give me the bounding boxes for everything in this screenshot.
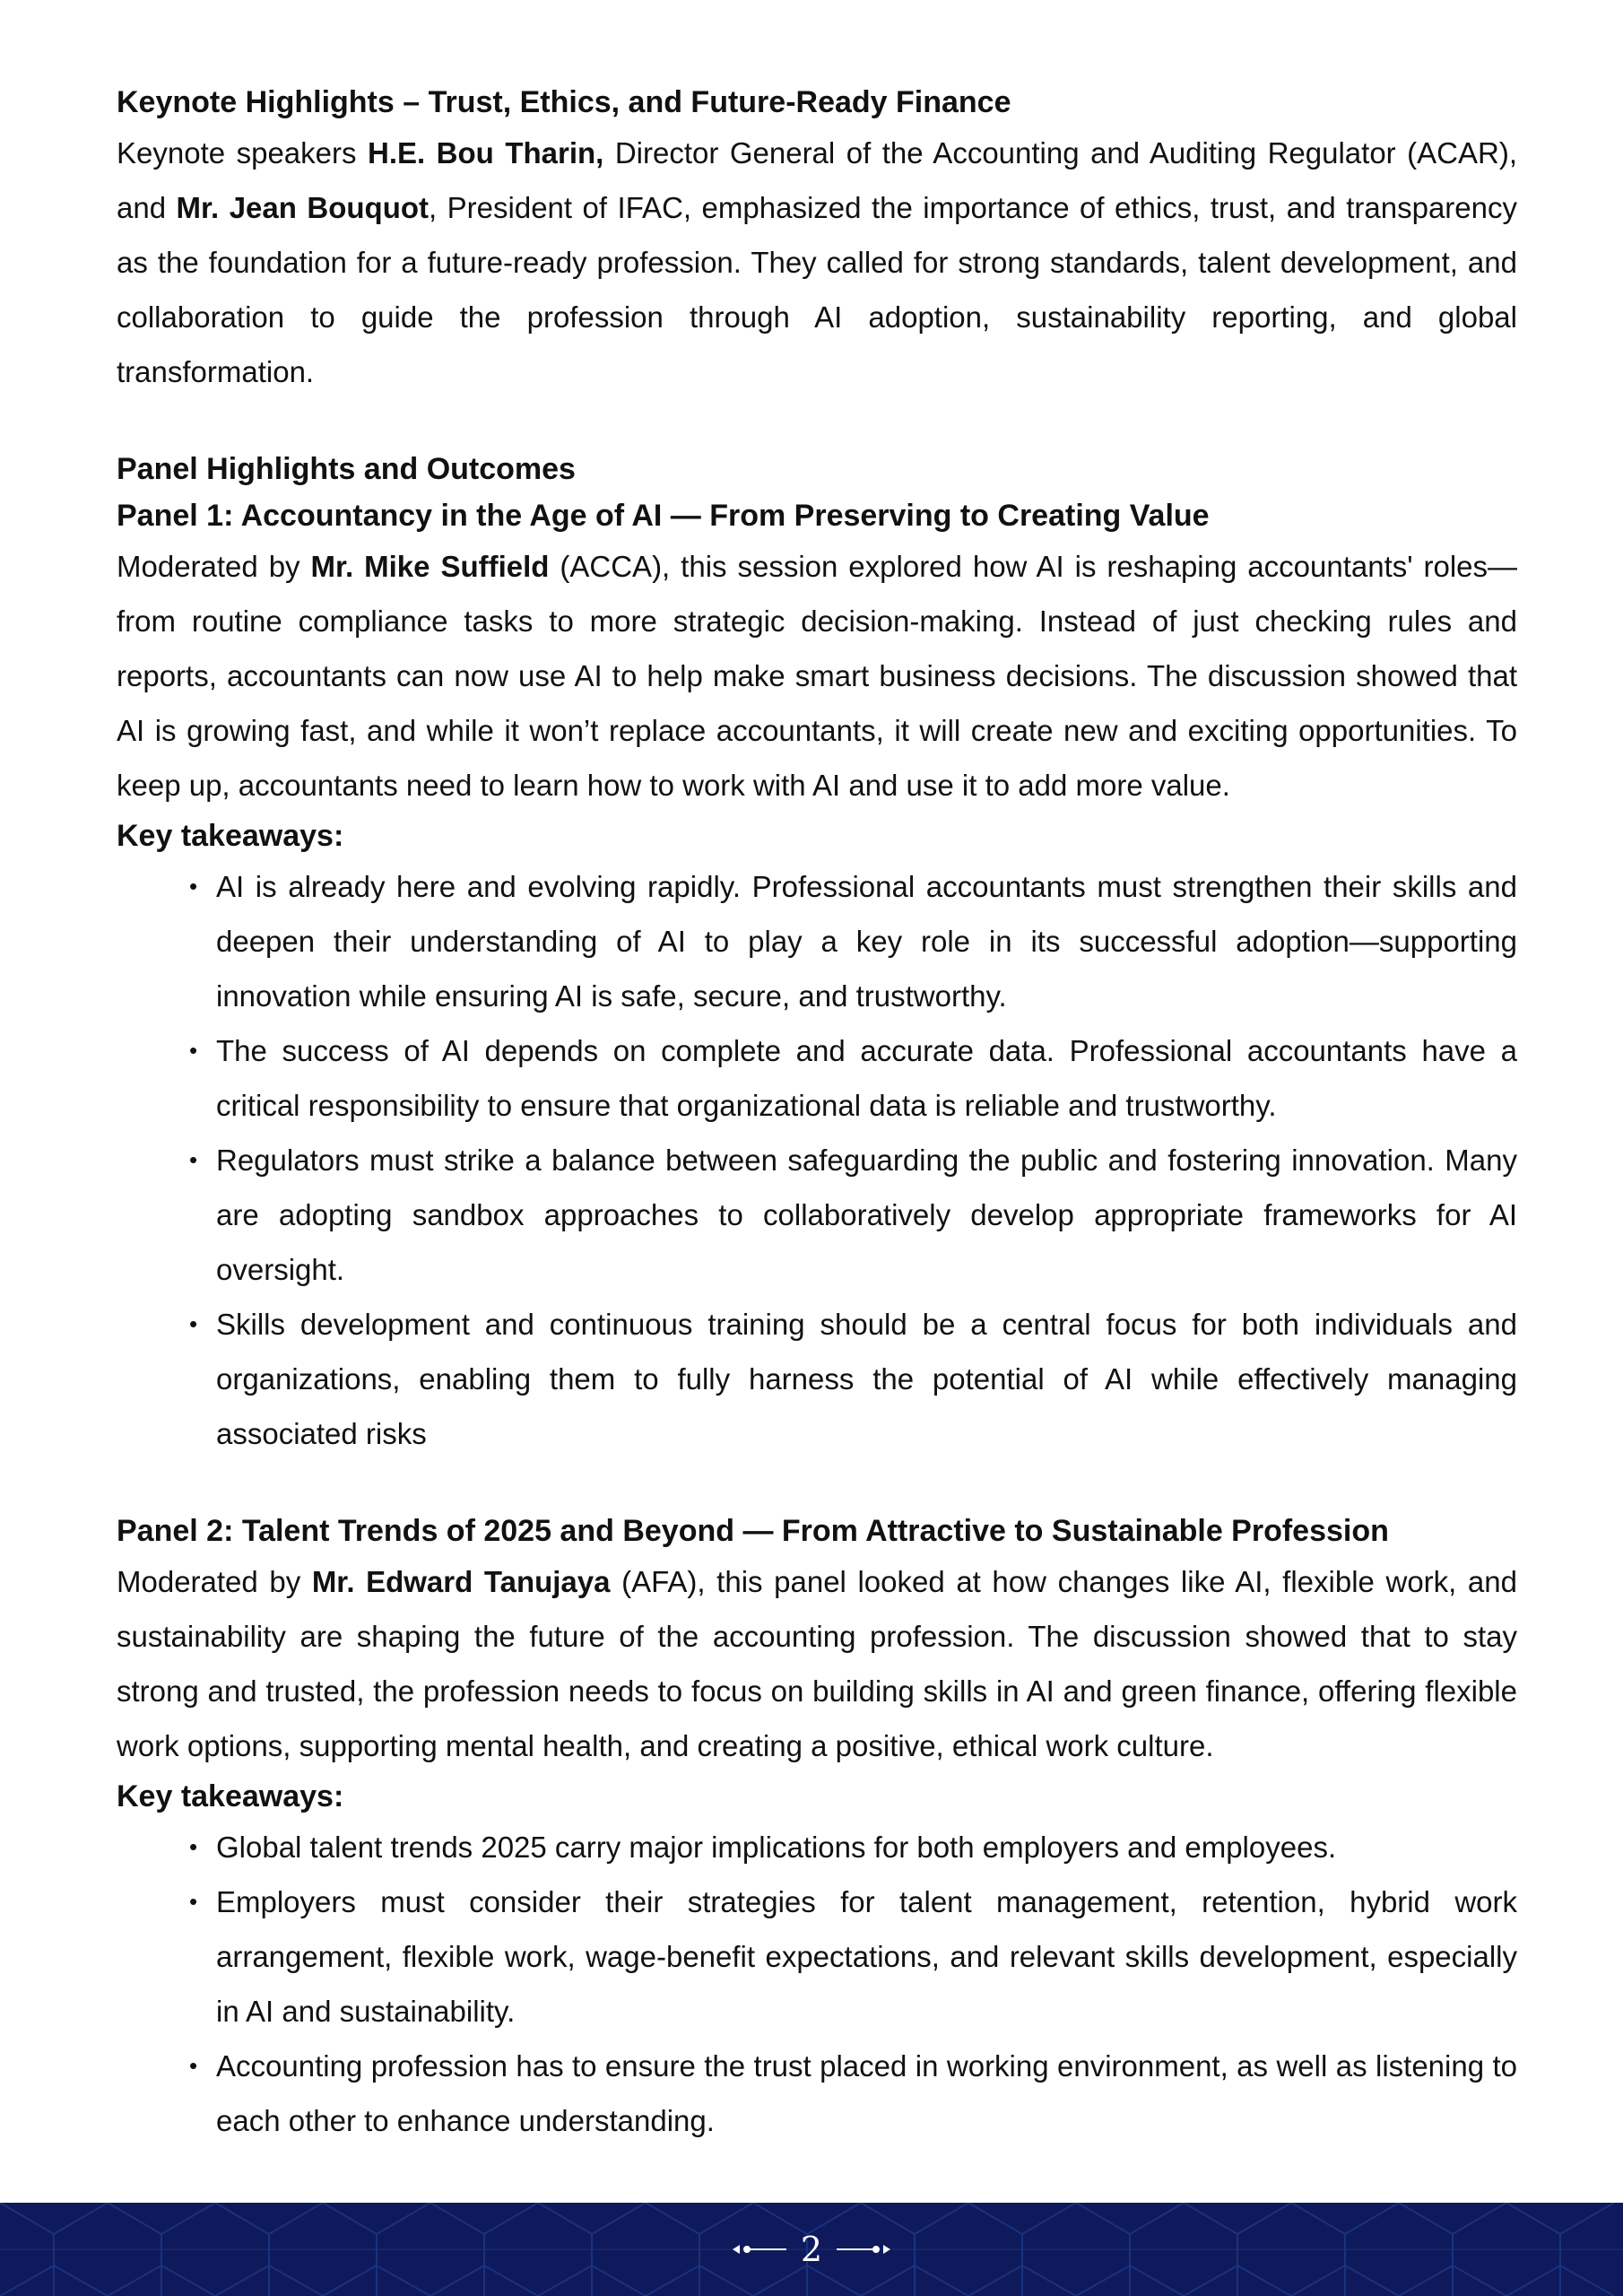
section-gap <box>117 1461 1517 1508</box>
bullet-icon: • <box>189 1310 198 1337</box>
panel1-moderator: Mr. Mike Suffield <box>310 550 550 583</box>
takeaway-text: The success of AI depends on complete and accurate data. Professional accountants have a critical responsibility to ensure that organizational data is reliable and trustworthy. <box>216 1034 1517 1122</box>
keynote-text-1: Keynote speakers <box>117 136 368 170</box>
panels-heading: Panel Highlights and Outcomes <box>117 452 576 486</box>
bullet-icon: • <box>189 1833 198 1860</box>
keynote-speaker-2: Mr. Jean Bouquot <box>176 191 430 224</box>
section-gap <box>117 399 1517 446</box>
keynote-text-3: , President of IFAC, emphasized the importance of ethics, trust, and transparency as the foundation for a future-ready profession. They called for strong standards, talent development, and collaboration to guide the profession through AI adoption, sustainability reporting, and global transformation. <box>117 191 1518 388</box>
keynote-speaker-1: H.E. Bou Tharin, <box>368 136 604 170</box>
list-item <box>189 1297 1517 1461</box>
takeaway-text: AI is already here and evolving rapidly. Professional accountants must strengthen their skills and deepen their understanding of AI to play a key role in its successful adoption—supporting innovation while ensuring AI is safe, secure, and trustworthy. <box>216 870 1517 1013</box>
panel1-takeaways-label: Key takeaways: <box>117 819 344 853</box>
bullet-icon: • <box>189 1146 198 1173</box>
panel2-paragraph <box>117 1554 1517 1773</box>
list-item <box>189 1820 1517 1874</box>
panel2-text-1: Moderated by <box>117 1565 312 1598</box>
takeaway-text: Accounting profession has to ensure the trust placed in working environment, as well as listening to each other to enhance understanding. <box>216 2049 1517 2137</box>
panel1-text-2: (ACCA), this session explored how AI is reshaping accountants' roles—from routine compliance tasks to more strategic decision-making. Instead of just checking rules and reports, accountants can now use AI to help make smart business decisions. The discussion showed that AI is growing fast, and while it won’t replace accountants, it will create new and exciting opportunities. To keep up, accountants need to learn how to work with AI and use it to add more value. <box>117 550 1518 802</box>
keynote-paragraph <box>117 126 1517 399</box>
panel2-moderator: Mr. Edward Tanujaya <box>311 1565 611 1598</box>
takeaway-text: Employers must consider their strategies for talent management, retention, hybrid work arrangement, flexible work, wage-benefit expectations, and relevant skills development, especially in AI and sustainability. <box>216 1885 1517 2028</box>
keynote-text-2: Director General of the Accounting and Auditing Regulator (ACAR), and <box>117 136 1517 224</box>
panel1-paragraph <box>117 539 1517 813</box>
keynote-heading: Keynote Highlights – Trust, Ethics, and Future-Ready Finance <box>117 85 1011 119</box>
list-item <box>189 1133 1517 1297</box>
page-footer <box>0 2203 1623 2296</box>
takeaway-text: Global talent trends 2025 carry major implications for both employers and employees. <box>216 1831 1337 1864</box>
panel2-title: Panel 2: Talent Trends of 2025 and Beyond — From Attractive to Sustainable Profession <box>117 1514 1389 1548</box>
panel1-takeaways-list <box>117 859 1517 1461</box>
page-content <box>117 79 1517 2148</box>
page-number: 2 <box>800 2230 823 2269</box>
bullet-icon: • <box>189 2052 198 2079</box>
panel2-text-2: (AFA), this panel looked at how changes like AI, flexible work, and sustainability are shaping the future of the accounting profession. The discussion showed that to stay strong and trusted, the profession needs to focus on building skills in AI and green finance, offering flexible work options, supporting mental health, and creating a positive, ethical work culture. <box>117 1565 1517 1762</box>
takeaway-text: Skills development and continuous training should be a central focus for both individuals and organizations, enabling them to fully harness the potential of AI while effectively managing associated risks <box>216 1308 1517 1450</box>
list-item <box>189 1874 1517 2039</box>
panel1-text-1: Moderated by <box>117 550 311 583</box>
bullet-icon: • <box>189 1888 198 1915</box>
list-item <box>189 859 1517 1023</box>
takeaway-text: Regulators must strike a balance between safeguarding the public and fostering innovation. Many are adopting sandbox approaches to collaboratively develop appropriate frameworks for AI oversight. <box>216 1144 1517 1286</box>
page-number-group <box>0 2203 1623 2296</box>
list-item <box>189 1023 1517 1133</box>
panel1-title: Panel 1: Accountancy in the Age of AI — From Preserving to Creating Value <box>117 499 1210 533</box>
panel2-takeaways-label: Key takeaways: <box>117 1779 344 1813</box>
bullet-icon: • <box>189 873 198 900</box>
left-ornament-icon <box>731 2240 788 2258</box>
right-ornament-icon <box>835 2240 892 2258</box>
panel2-takeaways-list <box>117 1820 1517 2148</box>
bullet-icon: • <box>189 1037 198 1064</box>
list-item <box>189 2039 1517 2148</box>
